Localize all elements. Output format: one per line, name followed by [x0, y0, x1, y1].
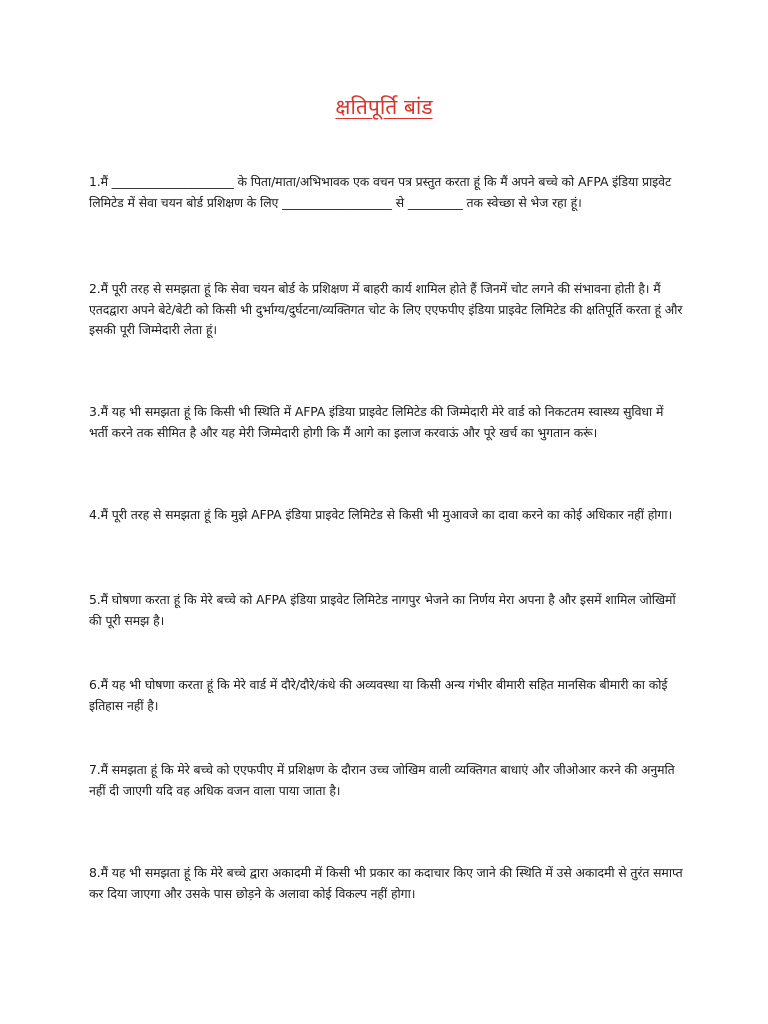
clause-1: 1.मैं ____________________ के पिता/माता/अभिभावक एक वचन पत्र प्रस्तुत करता हूं कि मैं अपने बच्चे को AFPA इंडिया प्राइवेट लिमिटेड में सेवा चयन बोर्ड प्रशिक्षण के लिए __________________ से _________ तक स्वेच्छा से भेज रहा हूं। [89, 174, 675, 210]
document-title [0, 92, 768, 122]
clause-6: 6.मैं यह भी घोषणा करता हूं कि मेरे वार्ड में दौरे/दौरे/कंधे की अव्यवस्था या किसी अन्य गंभीर बीमारी सहित मानसिक बीमारी का कोई इतिहास नहीं है। [89, 677, 672, 713]
clause-8: 8.मैं यह भी समझता हूं कि मेरे बच्चे द्वारा अकादमी में किसी भी प्रकार का कदाचार किए जाने की स्थिति में उसे अकादमी से तुरंत समाप्त कर दिया जाएगा और उसके पास छोड़ने के अलावा कोई विकल्प नहीं होगा। [89, 865, 687, 901]
clause-7: 7.मैं समझता हूं कि मेरे बच्चे को एएफपीए में प्रशिक्षण के दौरान उच्च जोखिम वाली व्यक्तिगत बाधाएं और जीओआर करने की अनुमति नहीं दी जाएगी यदि वह अधिक वजन वाला पाया जाता है। [89, 762, 679, 798]
title-text: क्षतिपूर्ति बांड [335, 95, 433, 119]
clause-3: 3.मैं यह भी समझता हूं कि किसी भी स्थिति में AFPA इंडिया प्राइवेट लिमिटेड की जिम्मेदारी मेरे वार्ड को निकटतम स्वास्थ्य सुविधा में भर्ती करने तक सीमित है और यह मेरी जिम्मेदारी होगी कि मैं आगे का इलाज करवाऊं और पूरे खर्च का भुगतान करूं। [89, 404, 668, 440]
clause-5: 5.मैं घोषणा करता हूं कि मेरे बच्चे को AFPA इंडिया प्राइवेट लिमिटेड नागपुर भेजने का निर्णय मेरा अपना है और इसमें शामिल जोखिमों की पूरी समझ है। [89, 592, 680, 628]
clause-2: 2.मैं पूरी तरह से समझता हूं कि सेवा चयन बोर्ड के प्रशिक्षण में बाहरी कार्य शामिल होते हैं जिनमें चोट लगने की संभावना होती है। मैं एतदद्वारा अपने बेटे/बेटी को किसी भी दुर्भाग्य/दुर्घटना/व्यक्तिगत चोट के लिए एएफपीए इंडिया प्राइवेट लिमिटेड की क्षतिपूर्ति करता हूं और इसकी पूरी जिम्मेदारी लेता हूं। [89, 281, 687, 337]
clause-4: 4.मैं पूरी तरह से समझता हूं कि मुझे AFPA इंडिया प्राइवेट लिमिटेड से किसी भी मुआवजे का दावा करने का कोई अधिकार नहीं होगा। [89, 507, 673, 522]
